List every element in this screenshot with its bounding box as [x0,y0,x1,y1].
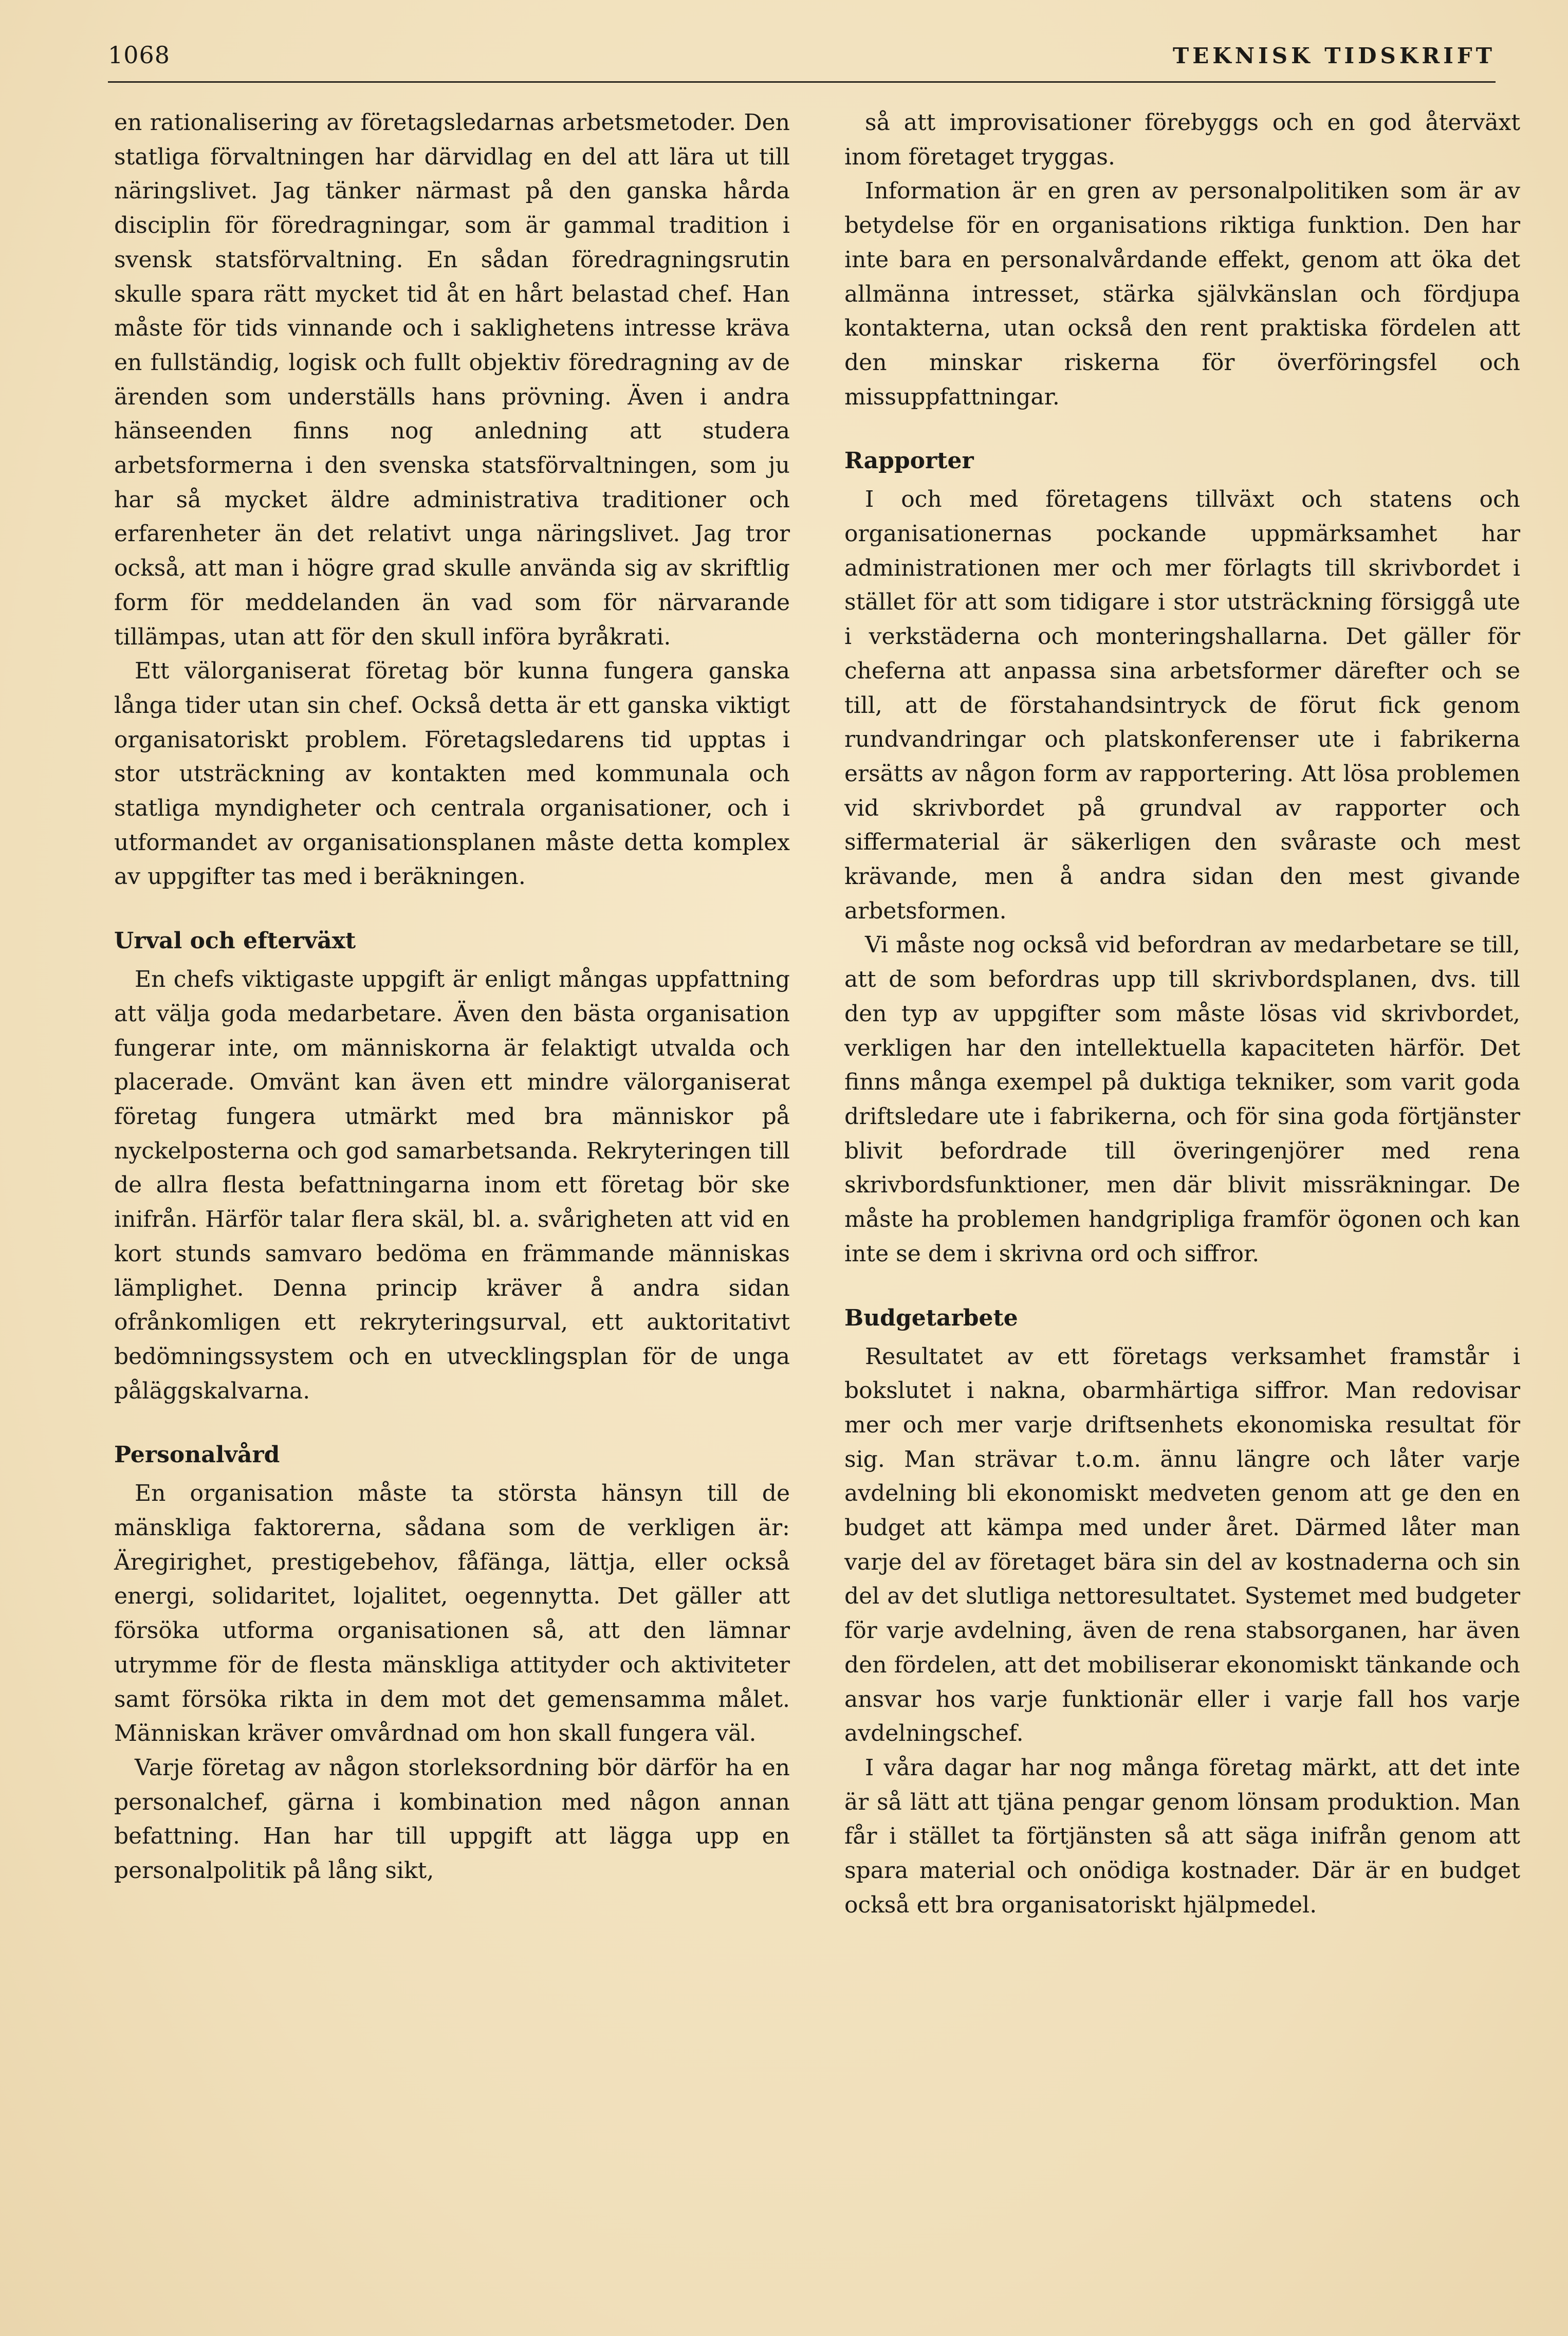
paragraph: en rationalisering av företagsledarnas arbetsmetoder. Den statliga förvaltningen har därvidlag en del att lära ut till näringslivet. Jag tänker närmast på den ganska hårda disciplin för föredragningar, som är gammal tradition i svensk statsförvaltning. En sådan föredragningsrutin skulle spara rätt mycket tid åt en hårt belastad chef. Han måste för tids vinnande och i saklighetens intresse kräva en fullständig, logisk och fullt objektiv föredragning av de ärenden som underställs hans prövning. Även i andra hänseenden finns nog anledning att studera arbetsformerna i den svenska statsförvaltningen, som ju har så mycket äldre administrativa traditioner och erfarenheter än det relativt unga näringslivet. Jag tror också, att man i högre grad skulle använda sig av skriftlig form för meddelanden än vad som för närvarande tillämpas, utan att för den skull införa byråkrati. [114,109,790,650]
paragraph: så att improvisationer förebyggs och en god återväxt inom företaget tryggas. [844,109,1520,170]
page-header [108,31,1496,87]
left-column [114,106,790,1888]
section-heading-personalvard: Personalvård [114,1442,280,1468]
paragraph: En organisation måste ta största hänsyn till de mänskliga faktorerna, sådana som de verkligen är: Äregirighet, prestigebehov, fåfänga, lättja, eller också energi, solidaritet, lojalitet, oegennytta. Det gäller att försöka utforma organisationen så, att den lämnar utrymme för de flesta mänskliga attityder och aktiviteter samt försöka rikta in dem mot det gemensamma målet. Människan kräver omvårdnad om hon skall fungera väl. [114,1480,790,1747]
paragraph: Ett välorganiserat företag bör kunna fungera ganska långa tider utan sin chef. Också detta är ett ganska viktigt organisatoriskt problem. Företagsledarens tid upptas i stor utsträckning av kontakten med kommunala och statliga myndigheter och centrala organisationer, och i utformandet av organisationsplanen måste detta komplex av uppgifter tas med i beräkningen. [114,658,790,890]
journal-title: TEKNISK TIDSKRIFT [1172,43,1496,68]
right-column [844,106,1520,1922]
paragraph: Varje företag av någon storleksordning bör därför ha en personalchef, gärna i kombination med någon annan befattning. Han har till uppgift att lägga upp en personalpolitik på lång sikt, [114,1754,790,1884]
paragraph: En chefs viktigaste uppgift är enligt mångas uppfattning att välja goda medarbetare. Även den bästa organisation fungerar inte, om människorna är felaktigt utvalda och placerade. Omvänt kan även ett mindre välorganiserat företag fungera utmärkt med bra människor på nyckelposterna och god samarbetsanda. Rekryteringen till de allra flesta befattningarna inom ett företag bör ske inifrån. Härför talar flera skäl, bl. a. svårigheten att vid en kort stunds samvaro bedöma en främmande människas lämplighet. Denna princip kräver å andra sidan ofrånkomligen ett rekryteringsurval, ett auktoritativt bedömningssystem och en utvecklingsplan för de unga påläggskalvarna. [114,966,790,1404]
section-heading-rapporter: Rapporter [844,448,974,474]
paragraph: I våra dagar har nog många företag märkt, att det inte är så lätt att tjäna pengar genom lönsam produktion. Man får i stället ta förtjänsten så att säga inifrån genom att spara material och onödiga kostnader. Där är en budget också ett bra organisatoriskt hjälpmedel. [844,1754,1520,1918]
header-rule [108,81,1496,83]
paragraph: Resultatet av ett företags verksamhet framstår i bokslutet i nakna, obarmhärtiga siffror. Man redovisar mer och mer varje driftsenhets ekonomiska resultat för sig. Man strävar t.o.m. ännu längre och låter varje avdelning bli ekonomiskt medveten genom att ge den en budget att kämpa med under året. Därmed låter man varje del av företaget bära sin del av kostnaderna och sin del av det slutliga nettoresultatet. Systemet med budgeter för varje avdelning, även de rena stabsorganen, har även den fördelen, att det mobiliserar ekonomiskt tänkande och ansvar hos varje funktionär eller i varje fall hos varje avdelningschef. [844,1343,1520,1747]
paragraph: Vi måste nog också vid befordran av medarbetare se till, att de som befordras upp till skrivbordsplanen, dvs. till den typ av uppgifter som måste lösas vid skrivbordet, verkligen har den intellektuella kapaciteten härför. Det finns många exempel på duktiga tekniker, som varit goda driftsledare ute i fabrikerna, och för sina goda förtjänster blivit befordrade till överingenjörer med rena skrivbordsfunktioner, men där blivit missräkningar. De måste ha problemen handgripliga framför ögonen och kan inte se dem i skrivna ord och siffror. [844,932,1520,1267]
section-heading-urval: Urval och efterväxt [114,928,356,954]
paragraph: I och med företagens tillväxt och statens och organisationernas pockande uppmärksamhet har administrationen mer och mer förlagts till skrivbordet i stället för att som tidigare i stor utsträckning försiggå ute i verkstäderna och monteringshallarna. Det gäller för cheferna att anpassa sina arbetsformer därefter och se till, att de förstahandsintryck de förut fick genom rundvandringar och platskonferenser ute i fabrikerna ersätts av någon form av rapportering. Att lösa problemen vid skrivbordet på grundval av rapporter och siffermaterial är säkerligen den svåraste och mest krävande, men å andra sidan den mest givande arbetsformen. [844,486,1520,924]
paragraph: Information är en gren av personalpolitiken som är av betydelse för en organisations riktiga funktion. Den har inte bara en personalvårdande effekt, genom att öka det allmänna intresset, stärka självkänslan och fördjupa kontakterna, utan också den rent praktiska fördelen att den minskar riskerna för överföringsfel och missuppfattningar. [844,178,1520,410]
page-number: 1068 [108,41,171,69]
section-heading-budgetarbete: Budgetarbete [844,1304,1018,1331]
